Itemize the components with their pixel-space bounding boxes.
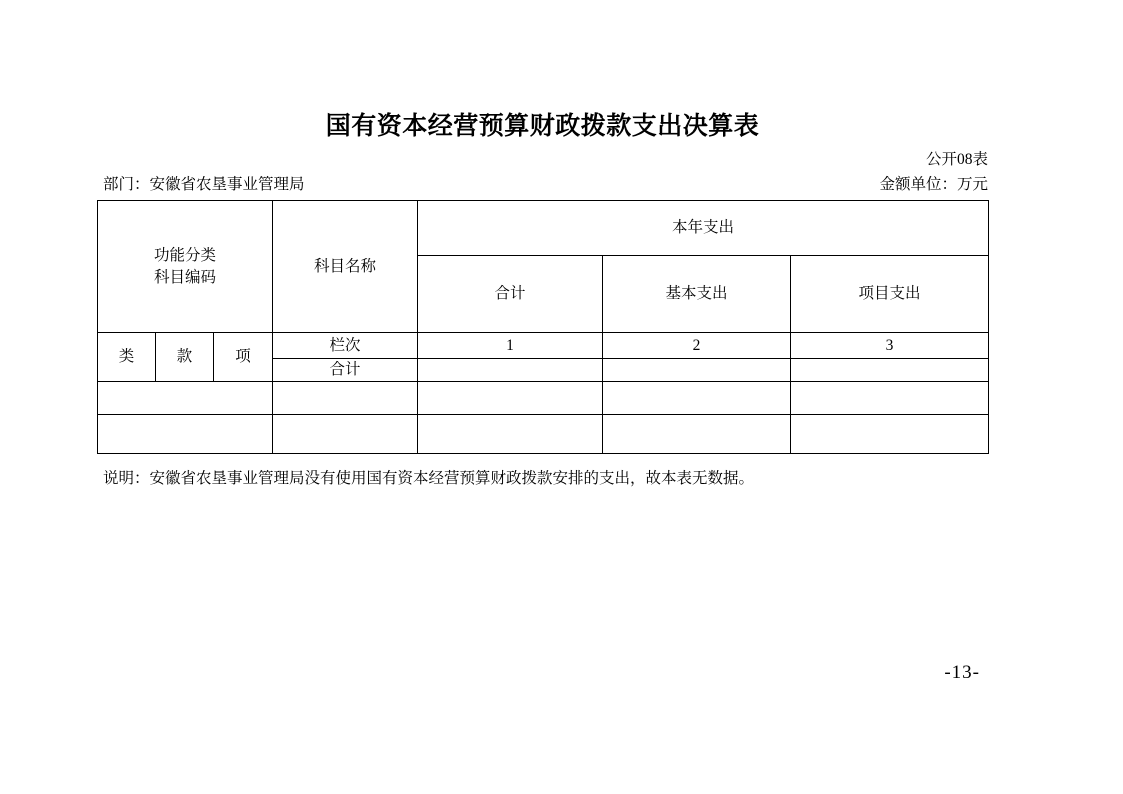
row1-function-code-cell <box>98 381 273 414</box>
row1-total-cell <box>418 381 603 414</box>
column-index-2: 2 <box>603 333 791 359</box>
total-row-total-cell <box>418 359 603 382</box>
header-section: 款 <box>156 333 214 382</box>
header-class: 类 <box>98 333 156 382</box>
header-project-expenditure: 项目支出 <box>791 256 989 333</box>
meta-row <box>97 172 988 194</box>
unit-label: 金额单位：万元 <box>879 176 988 193</box>
row2-basic-cell <box>603 414 791 453</box>
department-label: 部门：安徽省农垦事业管理局 <box>103 176 305 193</box>
header-subject-name: 科目名称 <box>273 201 418 333</box>
row1-basic-cell <box>603 381 791 414</box>
header-item: 项 <box>214 333 273 382</box>
form-code-label: 公开08表 <box>925 151 988 168</box>
row2-total-cell <box>418 414 603 453</box>
header-current-year-expenditure: 本年支出 <box>418 201 989 256</box>
row1-project-cell <box>791 381 989 414</box>
row2-subject-cell <box>273 414 418 453</box>
header-function-code <box>98 201 273 333</box>
column-index-1: 1 <box>418 333 603 359</box>
header-total: 合计 <box>418 256 603 333</box>
table-row <box>98 381 989 414</box>
page-number: -13- <box>944 662 980 683</box>
row2-function-code-cell <box>98 414 273 453</box>
total-row-project-cell <box>791 359 989 382</box>
row2-project-cell <box>791 414 989 453</box>
explanatory-note: 说明：安徽省农垦事业管理局没有使用国有资本经营预算财政拨款安排的支出，故本表无数据。 <box>103 470 755 487</box>
page-title: 国有资本经营预算财政拨款支出决算表 <box>325 112 760 140</box>
header-basic-expenditure: 基本支出 <box>603 256 791 333</box>
header-function-code-line1: 功能分类 <box>154 246 217 264</box>
table-row <box>98 414 989 453</box>
column-index-row <box>98 333 989 359</box>
total-row-label: 合计 <box>273 359 418 382</box>
row1-subject-cell <box>273 381 418 414</box>
table-header-row-1 <box>98 201 989 256</box>
total-row-basic-cell <box>603 359 791 382</box>
row-index-label: 栏次 <box>273 333 418 359</box>
expenditure-table <box>97 200 989 454</box>
header-function-code-line2: 科目编码 <box>154 268 217 286</box>
column-index-3: 3 <box>791 333 989 359</box>
